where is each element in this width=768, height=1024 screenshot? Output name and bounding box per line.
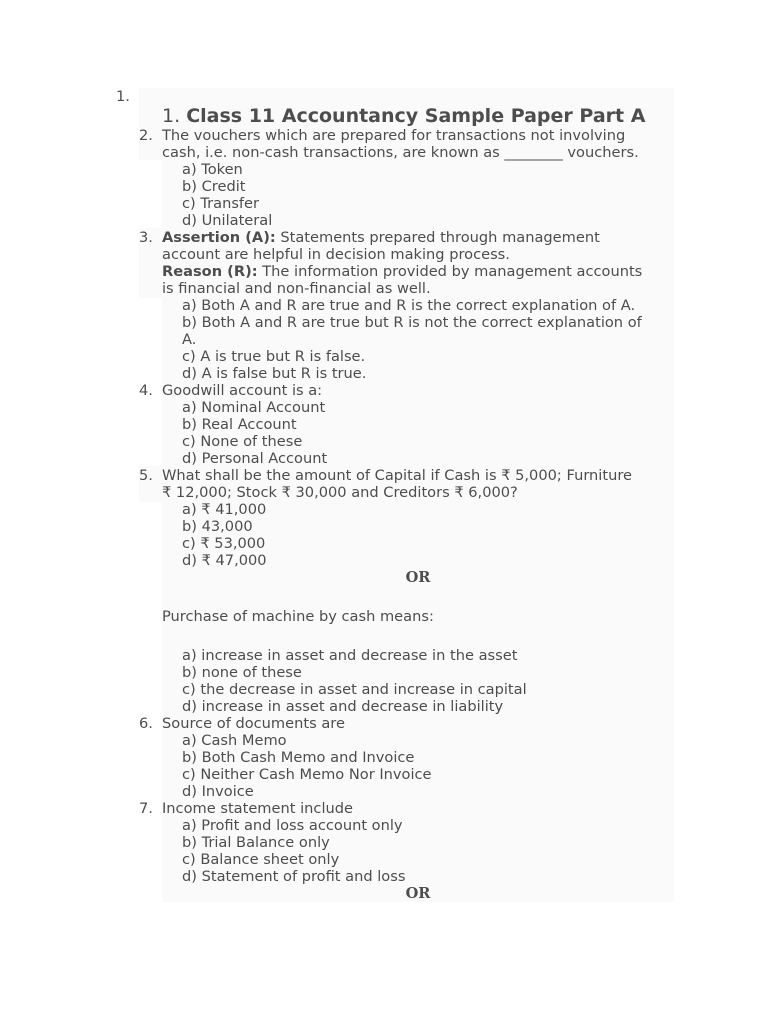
option-item: a) Cash Memo <box>182 732 287 749</box>
option-item: c) A is true but R is false. <box>182 348 366 365</box>
option-item: d) increase in asset and decrease in liability <box>182 698 504 715</box>
option-item: d) Unilateral <box>182 212 273 229</box>
outer-list-number: 1. <box>116 88 130 105</box>
option-item: b) Both A and R are true but R is not the correct explanation of <box>182 314 642 331</box>
option-item: a) Profit and loss account only <box>182 817 403 834</box>
option-item: d) Statement of profit and loss <box>182 868 406 885</box>
option-item: c) Transfer <box>182 195 260 212</box>
option-item-continued: A. <box>182 331 197 348</box>
option-item: a) ₹ 41,000 <box>182 501 267 518</box>
option-item: b) Real Account <box>182 416 297 433</box>
question-number: 5. <box>139 467 153 484</box>
option-item: d) ₹ 47,000 <box>182 552 267 569</box>
option-item: a) increase in asset and decrease in the asset <box>182 647 518 664</box>
question-text-line: cash, i.e. non-cash transactions, are known as ________ vouchers. <box>162 144 639 161</box>
question-number: 6. <box>139 715 153 732</box>
title-text: Class 11 Accountancy Sample Paper Part A <box>186 105 646 127</box>
question-text-line: Source of documents are <box>162 715 345 732</box>
assertion-label: Assertion (A): <box>162 229 276 246</box>
alt-question-text: Purchase of machine by cash means: <box>162 608 434 625</box>
question-number: 7. <box>139 800 153 817</box>
option-item: b) 43,000 <box>182 518 253 535</box>
option-item: c) the decrease in asset and increase in capital <box>182 681 527 698</box>
option-item: a) Token <box>182 161 243 178</box>
option-item: b) Trial Balance only <box>182 834 330 851</box>
reason-label: Reason (R): <box>162 263 258 280</box>
option-item: c) ₹ 53,000 <box>182 535 266 552</box>
or-separator: OR <box>405 569 431 586</box>
option-item: d) Personal Account <box>182 450 328 467</box>
question-text-line: What shall be the amount of Capital if Cash is ₹ 5,000; Furniture <box>162 467 632 484</box>
question-text-line: Goodwill account is a: <box>162 382 323 399</box>
option-item: b) Both Cash Memo and Invoice <box>182 749 415 766</box>
reason-text: The information provided by management accounts <box>257 263 643 280</box>
reason-line <box>162 263 642 280</box>
assertion-text-line: account are helpful in decision making process. <box>162 246 510 263</box>
question-number: 3. <box>139 229 153 246</box>
question-number: 4. <box>139 382 153 399</box>
question-text-line: The vouchers which are prepared for transactions not involving <box>162 127 626 144</box>
question-number: 2. <box>139 127 153 144</box>
question-text-line: Income statement include <box>162 800 353 817</box>
option-item: b) none of these <box>182 664 302 681</box>
question-text-line: ₹ 12,000; Stock ₹ 30,000 and Creditors ₹ 6,000? <box>162 484 518 501</box>
title-number: 1. <box>162 105 181 127</box>
option-item: b) Credit <box>182 178 246 195</box>
option-item: a) Both A and R are true and R is the correct explanation of A. <box>182 297 636 314</box>
or-separator: OR <box>405 885 431 902</box>
page-title <box>162 104 645 128</box>
option-item: c) None of these <box>182 433 303 450</box>
reason-text-line: is financial and non-financial as well. <box>162 280 431 297</box>
option-item: a) Nominal Account <box>182 399 326 416</box>
option-item: d) Invoice <box>182 783 254 800</box>
option-item: c) Neither Cash Memo Nor Invoice <box>182 766 432 783</box>
assertion-line <box>162 229 600 246</box>
option-item: d) A is false but R is true. <box>182 365 367 382</box>
option-item: c) Balance sheet only <box>182 851 340 868</box>
assertion-text: Statements prepared through management <box>275 229 600 246</box>
